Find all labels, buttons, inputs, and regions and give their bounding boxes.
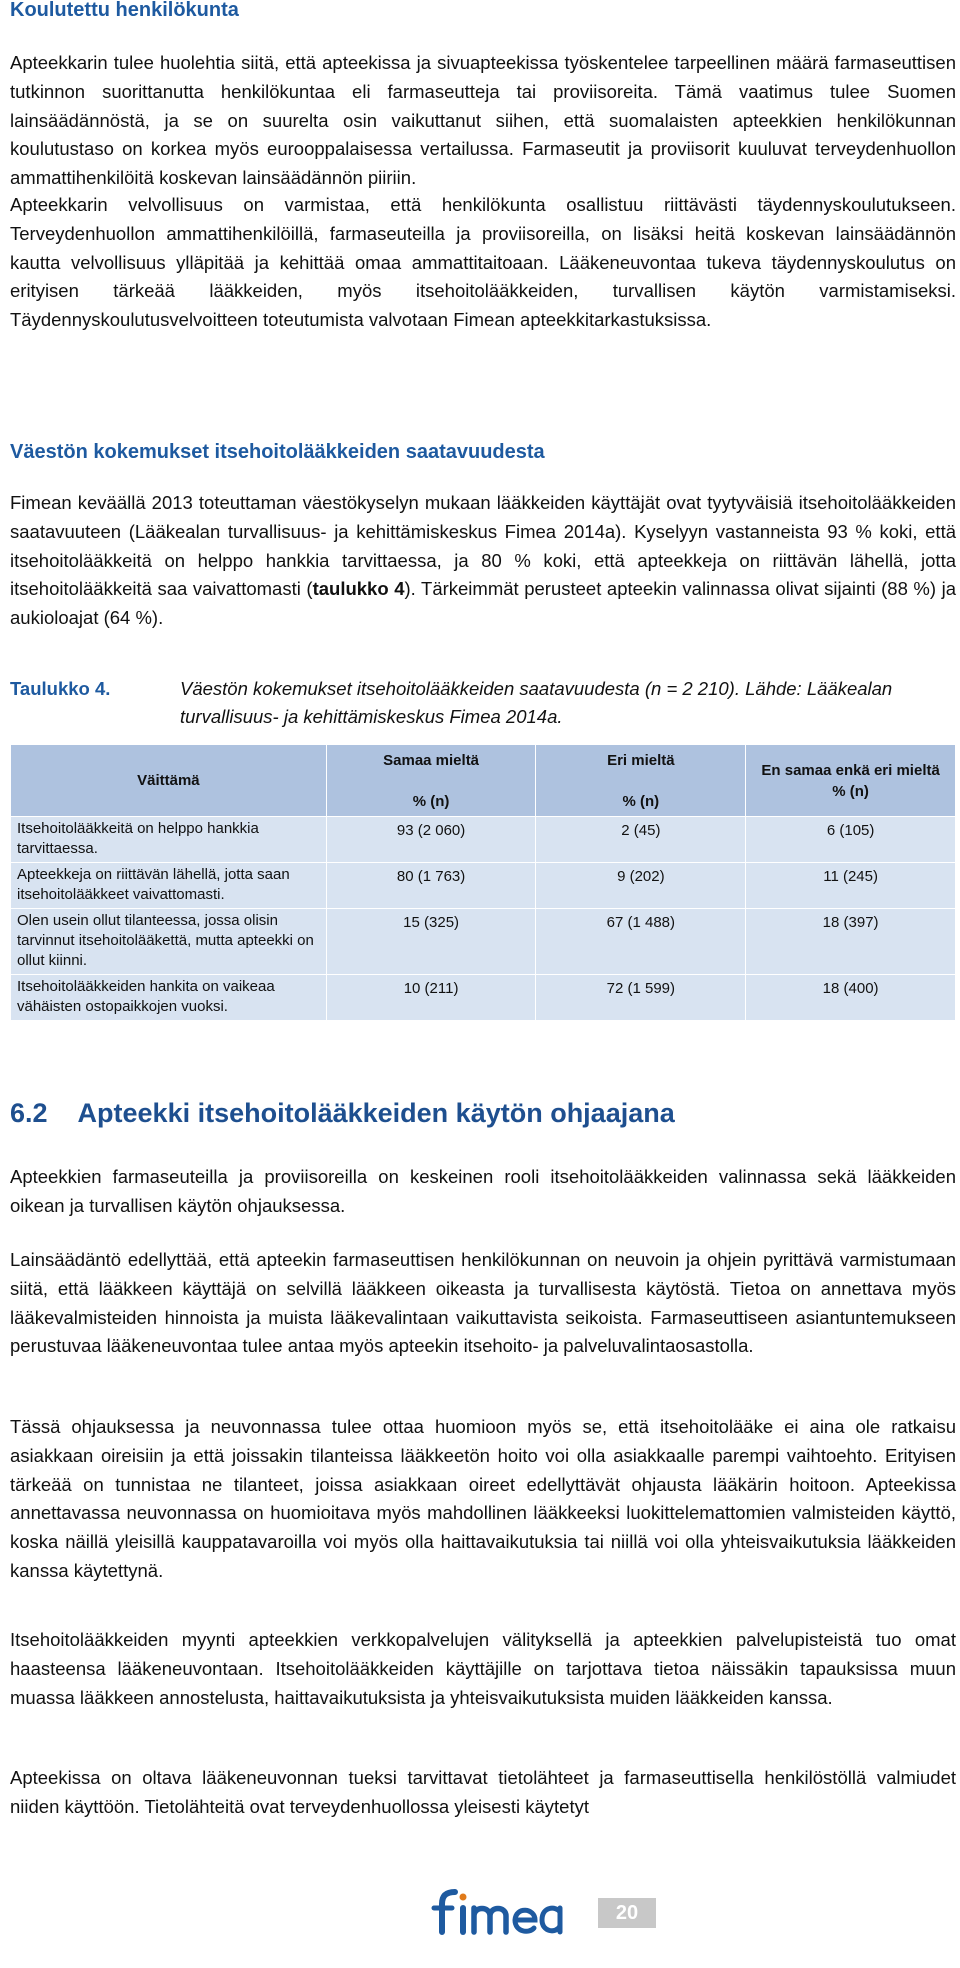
table-row: [11, 975, 956, 1021]
row-neutral: 6 (105): [746, 817, 956, 863]
fimea-logo: [428, 1886, 568, 1938]
row-statement: Itsehoitolääkkeitä on helppo hankkia tarvittaessa.: [11, 817, 327, 863]
row-neutral: 11 (245): [746, 863, 956, 909]
row-neutral: 18 (397): [746, 909, 956, 975]
header-agree: [326, 745, 536, 817]
row-disagree: 2 (45): [536, 817, 746, 863]
header-disagree-label: Eri mieltä: [607, 751, 675, 769]
row-agree: 80 (1 763): [326, 863, 536, 909]
heading-koulutettu-henkilokunta: Koulutettu henkilökunta: [10, 0, 239, 21]
paragraph-2: Apteekkarin velvollisuus on varmistaa, että henkilökunta osallistuu riittävästi täydennyskoulutukseen. Terveydenhuollon ammattihenkilöillä, farmaseuteilla ja proviisoreilla, on lisäksi heitä koskevan lainsäädännön kautta velvollisuus ylläpitää ja kehittää omaa ammattitaitoaan. Lääkeneuvontaa tukeva täydennyskoulutus on erityisen tärkeää lääkkeiden, myös itsehoitolääkkeiden, turvallisen käytön varmistamiseksi. Täydennyskoulutusvelvoitteen toteutumista valvotaan Fimean apteekkitarkastuksissa.: [10, 194, 956, 331]
paragraph-6: Tässä ohjauksessa ja neuvonnassa tulee ottaa huomioon myös se, että itsehoitolääke ei aina ole ratkaisu asiakkaan oireisiin ja että joissakin tilanteissa lääkkeetön hoito voi olla asiakkaalle parempi vaihtoehto. Erityisen tärkeää on tunnistaa ne tilanteet, joissa asiakkaan oireet edellyttävät ohjausta lääkärin hoitoon. Apteekissa annettavassa neuvonnassa on huomioitava myös mahdollinen lääkkeeksi luokittelemattomien valmisteiden käyttö, koska näillä yleisillä kauppatavaroilla voi myös olla haittavaikutuksia tai niillä voi olla yhteisvaikutuksia lääkkeiden kanssa käytettynä.: [10, 1416, 956, 1581]
paragraph-5: Lainsäädäntö edellyttää, että apteekin farmaseuttisen henkilökunnan on neuvoin ja ohjein pyrittävä varmistumaan siitä, että lääkkeen käyttäjä on selvillä lääkkeen oikeasta ja turvallisesta käytöstä. Tietoa on annettava myös lääkevalmisteiden hinnoista ja muista lääkevalintaan vaikuttavista seikoista. Farmaseuttiseen asiantuntemukseen perustuvaa lääkeneuvontaa tulee antaa myös apteekin itsehoito- ja palveluvalintaosastolla.: [10, 1249, 956, 1357]
row-disagree: 67 (1 488): [536, 909, 746, 975]
paragraph-3-text-a: Fimean keväällä 2013 toteuttaman väestökyselyn mukaan lääkkeiden käyttäjät ovat tyytyväisiä itsehoitolääkkeiden saatavuuteen (Lääkealan turvallisuus- ja kehittämiskeskus Fimea 2014a). Kyselyyn vastanneista 93 % koki, että itsehoitolääkkeitä on helppo hankkia tarvittaessa, ja 80 % koki, että apteekkeja on riittävän lähellä, jotta itsehoitolääkkeitä saa vaivattomasti (: [10, 492, 956, 600]
table-row: [11, 817, 956, 863]
heading-section-6-2: 6.2 Apteekki itsehoitolääkkeiden käytön ohjaajana: [10, 1098, 675, 1128]
header-neutral-unit: % (n): [832, 782, 869, 800]
row-agree: 10 (211): [326, 975, 536, 1021]
paragraph-4: Apteekkien farmaseuteilla ja proviisoreilla on keskeinen rooli itsehoitolääkkeiden valinnassa sekä lääkkeiden oikean ja turvallisen käytön ohjauksessa.: [10, 1166, 956, 1216]
row-statement: Apteekkeja on riittävän lähellä, jotta saan itsehoitolääkkeet vaivattomasti.: [11, 863, 327, 909]
row-agree: 15 (325): [326, 909, 536, 975]
row-statement: Olen usein ollut tilanteessa, jossa olisin tarvinnut itsehoitolääkettä, mutta apteekki on ollut kiinni.: [11, 909, 327, 975]
row-statement: Itsehoitolääkkeiden hankita on vaikeaa vähäisten ostopaikkojen vuoksi.: [11, 975, 327, 1021]
header-agree-label: Samaa mieltä: [383, 751, 480, 769]
header-agree-unit: % (n): [412, 792, 450, 810]
paragraph-3-text-b: ). Tärkeimmät perusteet apteekin valinnassa olivat sijainti (88 %) ja aukioloajat (64 %).: [10, 578, 956, 629]
row-disagree: 72 (1 599): [536, 975, 746, 1021]
fimea-logo-text: fimea: [498, 1938, 501, 1939]
table-reference: taulukko 4: [312, 578, 405, 600]
row-disagree: 9 (202): [536, 863, 746, 909]
table-row: [11, 909, 956, 975]
paragraph-7: Itsehoitolääkkeiden myynti apteekkien verkkopalvelujen välityksellä ja apteekkien palvelupisteistä tuo omat haasteensa lääkeneuvontaan. Itsehoitolääkkeiden käyttäjille on tarjottava tietoa näissäkin tapauksissa muun muassa lääkkeen annostelusta, haittavaikutuksista ja yhteisvaikutuksista muiden lääkkeiden kanssa.: [10, 1629, 956, 1708]
table-caption-text: Väestön kokemukset itsehoitolääkkeiden saatavuudesta (n = 2 210). Lähde: Lääkealan turvallisuus- ja kehittämiskeskus Fimea 2014a.: [180, 678, 893, 727]
header-neutral: [746, 745, 956, 817]
heading-vaeston-kokemukset: Väestön kokemukset itsehoitolääkkeiden saatavuudesta: [10, 441, 545, 463]
header-disagree: [536, 745, 746, 817]
paragraph-8: Apteekissa on oltava lääkeneuvonnan tueksi tarvittavat tietolähteet ja farmaseuttisella henkilöstöllä valmiudet niiden käyttöön. Tietolähteitä ovat terveydenhuollossa yleisesti käytetyt: [10, 1767, 956, 1817]
survey-table: [10, 744, 956, 1021]
header-neutral-label: En samaa enkä eri mieltä: [761, 761, 940, 779]
header-statement: Väittämä: [11, 745, 327, 817]
table-row: [11, 863, 956, 909]
paragraph-3: [10, 489, 956, 633]
table-caption-label: Taulukko 4.: [10, 678, 111, 699]
header-disagree-unit: % (n): [622, 792, 660, 810]
page-number: 20: [598, 1898, 656, 1928]
table-header-row: [11, 745, 956, 817]
row-agree: 93 (2 060): [326, 817, 536, 863]
paragraph-1: Apteekkarin tulee huolehtia siitä, että apteekissa ja sivuapteekissa työskentelee tarpeellinen määrä farmaseuttisen tutkinnon suorittanutta henkilökuntaa eli farmaseutteja tai proviisoreita. Tämä vaatimus tulee Suomen lainsäädännöstä, ja se on suurelta osin vaikuttanut siihen, että suomalaisten apteekkien henkilökunnan koulutustaso on korkea myös eurooppalaisessa vertailussa. Farmaseutit ja proviisorit kuuluvat terveydenhuollon ammattihenkilöitä koskevan lainsäädännön piiriin.: [10, 52, 956, 189]
row-neutral: 18 (400): [746, 975, 956, 1021]
